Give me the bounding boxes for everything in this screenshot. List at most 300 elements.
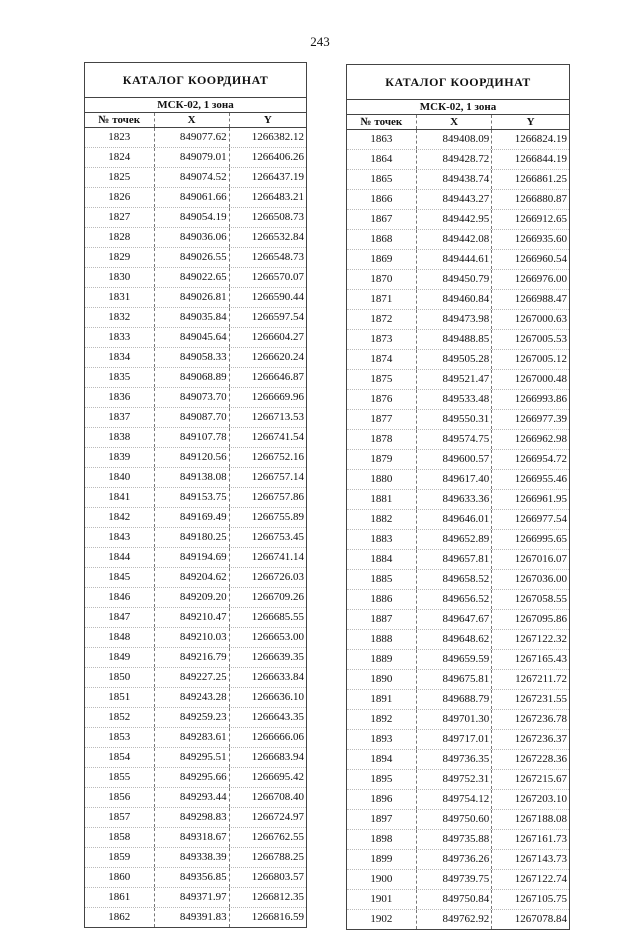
y-coordinate-cell: 1266597.54 [229,308,306,327]
point-number-cell: 1880 [370,473,393,485]
point-number-cell: 1881 [370,493,393,505]
x-coordinate-cell: 849391.83 [154,908,229,927]
point-number-cell: 1825 [108,171,131,183]
y-coordinate-cell: 1266962.98 [491,430,569,449]
y-coordinate-cell: 1266548.73 [229,248,306,267]
y-coordinate-cell: 1266844.19 [491,150,569,169]
x-coordinate-cell: 849243.28 [154,688,229,707]
y-coordinate-cell: 1267165.43 [491,650,569,669]
y-coordinate-cell: 1266724.97 [229,808,306,827]
point-number-cell: 1860 [108,871,131,883]
x-coordinate-cell: 849216.79 [154,648,229,667]
point-number-cell: 1877 [370,413,393,425]
point-number-cell: 1866 [370,193,393,205]
y-coordinate-cell: 1266695.42 [229,768,306,787]
table-row [85,428,306,448]
table-row [347,650,569,670]
point-number-cell: 1837 [108,411,131,423]
y-coordinate-cell: 1266955.46 [491,470,569,489]
point-number-cell: 1898 [370,833,393,845]
y-coordinate-cell: 1266639.35 [229,648,306,667]
y-coordinate-cell: 1267058.55 [491,590,569,609]
point-number-cell: 1870 [370,273,393,285]
table-row [85,568,306,588]
point-number-cell: 1845 [108,571,131,583]
point-number-cell: 1868 [370,233,393,245]
point-number-cell: 1839 [108,451,131,463]
point-number-cell: 1878 [370,433,393,445]
y-coordinate-cell: 1266788.25 [229,848,306,867]
table-row [347,210,569,230]
table-row [85,808,306,828]
x-coordinate-cell: 849750.84 [416,890,491,909]
point-number-cell: 1856 [108,791,131,803]
x-coordinate-cell: 849646.01 [416,510,491,529]
x-coordinate-cell: 849026.81 [154,288,229,307]
x-coordinate-cell: 849045.64 [154,328,229,347]
table-row [85,288,306,308]
table-row [85,368,306,388]
x-coordinate-cell: 849533.48 [416,390,491,409]
point-number-cell: 1838 [108,431,131,443]
table-row [347,550,569,570]
table-row [347,410,569,430]
point-number-cell: 1835 [108,371,131,383]
x-coordinate-cell: 849652.89 [416,530,491,549]
y-coordinate-cell: 1267016.07 [491,550,569,569]
point-number-cell: 1872 [370,313,393,325]
x-coordinate-cell: 849209.20 [154,588,229,607]
y-coordinate-cell: 1267036.00 [491,570,569,589]
point-number-cell: 1834 [108,351,131,363]
table-row [347,630,569,650]
point-number-cell: 1829 [108,251,131,263]
y-coordinate-cell: 1266741.14 [229,548,306,567]
point-number-cell: 1900 [370,873,393,885]
point-number-cell: 1875 [370,373,393,385]
point-number-cell: 1865 [370,173,393,185]
point-number-cell: 1862 [108,911,131,923]
point-number-cell: 1852 [108,711,131,723]
y-coordinate-cell: 1266633.84 [229,668,306,687]
table-row [347,310,569,330]
point-number-cell: 1858 [108,831,131,843]
table-row [347,730,569,750]
table-row [85,468,306,488]
table-body [347,130,569,929]
x-coordinate-cell: 849120.56 [154,448,229,467]
point-number-cell: 1836 [108,391,131,403]
point-number-cell: 1842 [108,511,131,523]
x-coordinate-cell: 849169.49 [154,508,229,527]
x-coordinate-cell: 849442.08 [416,230,491,249]
x-coordinate-cell: 849138.08 [154,468,229,487]
y-coordinate-cell: 1266406.26 [229,148,306,167]
y-coordinate-cell: 1266653.00 [229,628,306,647]
table-row [85,388,306,408]
point-number-cell: 1850 [108,671,131,683]
point-number-cell: 1894 [370,753,393,765]
x-coordinate-cell: 849754.12 [416,790,491,809]
table-row [347,250,569,270]
y-coordinate-cell: 1266960.54 [491,250,569,269]
x-coordinate-cell: 849283.61 [154,728,229,747]
point-number-cell: 1879 [370,453,393,465]
x-coordinate-cell: 849107.78 [154,428,229,447]
y-coordinate-cell: 1266570.07 [229,268,306,287]
point-number-cell: 1885 [370,573,393,585]
y-coordinate-cell: 1267188.08 [491,810,569,829]
table-row [85,768,306,788]
table-row [347,230,569,250]
point-number-cell: 1859 [108,851,131,863]
x-coordinate-cell: 849087.70 [154,408,229,427]
table-row [85,308,306,328]
table-row [347,470,569,490]
point-number-cell: 1876 [370,393,393,405]
y-coordinate-cell: 1267105.75 [491,890,569,909]
x-coordinate-cell: 849658.52 [416,570,491,589]
y-coordinate-cell: 1266880.87 [491,190,569,209]
table-row [347,270,569,290]
point-number-cell: 1857 [108,811,131,823]
point-number-cell: 1827 [108,211,131,223]
y-coordinate-cell: 1266995.65 [491,530,569,549]
y-coordinate-cell: 1266382.12 [229,128,306,147]
x-coordinate-cell: 849442.95 [416,210,491,229]
point-number-cell: 1847 [108,611,131,623]
table-row [347,370,569,390]
point-number-cell: 1828 [108,231,131,243]
point-number-cell: 1893 [370,733,393,745]
point-number-cell: 1884 [370,553,393,565]
x-coordinate-cell: 849450.79 [416,270,491,289]
point-number-cell: 1896 [370,793,393,805]
y-coordinate-cell: 1266726.03 [229,568,306,587]
y-coordinate-cell: 1266961.95 [491,490,569,509]
x-coordinate-cell: 849356.85 [154,868,229,887]
point-number-cell: 1830 [108,271,131,283]
x-coordinate-cell: 849688.79 [416,690,491,709]
x-coordinate-cell: 849762.92 [416,910,491,929]
y-coordinate-cell: 1267203.10 [491,790,569,809]
point-number-cell: 1888 [370,633,393,645]
y-coordinate-cell: 1266646.87 [229,368,306,387]
table-row [347,510,569,530]
point-number-cell: 1864 [370,153,393,165]
y-coordinate-cell: 1266741.54 [229,428,306,447]
table-row [85,548,306,568]
table-row [347,810,569,830]
table-row [85,748,306,768]
y-coordinate-cell: 1266824.19 [491,130,569,149]
x-coordinate-cell: 849521.47 [416,370,491,389]
point-number-cell: 1823 [108,131,131,143]
x-coordinate-cell: 849227.25 [154,668,229,687]
table-row [85,488,306,508]
x-coordinate-cell: 849739.75 [416,870,491,889]
table-row [347,150,569,170]
y-coordinate-cell: 1266709.26 [229,588,306,607]
catalog-zone: МСК-02, 1 зона [347,100,569,115]
point-number-cell: 1861 [108,891,131,903]
y-coordinate-cell: 1267228.36 [491,750,569,769]
y-coordinate-cell: 1267005.53 [491,330,569,349]
x-coordinate-cell: 849259.23 [154,708,229,727]
x-coordinate-cell: 849648.62 [416,630,491,649]
x-coordinate-cell: 849717.01 [416,730,491,749]
table-row [347,710,569,730]
table-row [85,868,306,888]
y-coordinate-cell: 1266708.40 [229,788,306,807]
x-coordinate-cell: 849036.06 [154,228,229,247]
catalog-title: КАТАЛОГ КООРДИНАТ [85,63,306,98]
x-coordinate-cell: 849153.75 [154,488,229,507]
point-number-cell: 1853 [108,731,131,743]
y-coordinate-cell: 1266643.35 [229,708,306,727]
y-coordinate-cell: 1266935.60 [491,230,569,249]
point-number-cell: 1869 [370,253,393,265]
table-row [347,130,569,150]
point-number-cell: 1887 [370,613,393,625]
point-number-cell: 1851 [108,691,131,703]
table-row [347,590,569,610]
x-coordinate-cell: 849550.31 [416,410,491,429]
y-coordinate-cell: 1266757.14 [229,468,306,487]
point-number-cell: 1889 [370,653,393,665]
table-row [347,170,569,190]
x-coordinate-cell: 849026.55 [154,248,229,267]
y-coordinate-cell: 1266977.54 [491,510,569,529]
x-coordinate-cell: 849473.98 [416,310,491,329]
header-y: Y [491,115,569,129]
table-row [85,208,306,228]
x-coordinate-cell: 849058.33 [154,348,229,367]
point-number-cell: 1890 [370,673,393,685]
x-coordinate-cell: 849444.61 [416,250,491,269]
page-number: 243 [310,34,330,49]
y-coordinate-cell: 1266683.94 [229,748,306,767]
point-number-cell: 1863 [370,133,393,145]
x-coordinate-cell: 849077.62 [154,128,229,147]
x-coordinate-cell: 849647.67 [416,610,491,629]
point-number-cell: 1895 [370,773,393,785]
x-coordinate-cell: 849298.83 [154,808,229,827]
table-row [85,268,306,288]
y-coordinate-cell: 1267078.84 [491,910,569,929]
y-coordinate-cell: 1266590.44 [229,288,306,307]
point-number-cell: 1848 [108,631,131,643]
table-row [347,670,569,690]
point-number-cell: 1901 [370,893,393,905]
table-row [85,888,306,908]
y-coordinate-cell: 1266620.24 [229,348,306,367]
table-row [85,328,306,348]
table-row [347,530,569,550]
x-coordinate-cell: 849659.59 [416,650,491,669]
table-row [85,688,306,708]
table-row [85,788,306,808]
y-coordinate-cell: 1266993.86 [491,390,569,409]
y-coordinate-cell: 1267161.73 [491,830,569,849]
x-coordinate-cell: 849633.36 [416,490,491,509]
x-coordinate-cell: 849338.39 [154,848,229,867]
table-row [85,848,306,868]
y-coordinate-cell: 1266803.57 [229,868,306,887]
point-number-cell: 1891 [370,693,393,705]
y-coordinate-cell: 1266912.65 [491,210,569,229]
y-coordinate-cell: 1266812.35 [229,888,306,907]
x-coordinate-cell: 849068.89 [154,368,229,387]
table-row [347,610,569,630]
table-row [347,190,569,210]
table-row [85,128,306,148]
y-coordinate-cell: 1267000.63 [491,310,569,329]
point-number-cell: 1833 [108,331,131,343]
y-coordinate-cell: 1266977.39 [491,410,569,429]
header-point-number: № точек [360,116,403,128]
y-coordinate-cell: 1266954.72 [491,450,569,469]
table-row [85,728,306,748]
header-x: X [154,113,229,127]
table-row [347,750,569,770]
y-coordinate-cell: 1266483.21 [229,188,306,207]
point-number-cell: 1844 [108,551,131,563]
table-row [347,570,569,590]
table-row [85,248,306,268]
y-coordinate-cell: 1266816.59 [229,908,306,927]
table-row [85,448,306,468]
table-row [347,430,569,450]
catalog-zone: МСК-02, 1 зона [85,98,306,113]
y-coordinate-cell: 1267236.78 [491,710,569,729]
x-coordinate-cell: 849600.57 [416,450,491,469]
x-coordinate-cell: 849180.25 [154,528,229,547]
y-coordinate-cell: 1266604.27 [229,328,306,347]
y-coordinate-cell: 1266685.55 [229,608,306,627]
x-coordinate-cell: 849460.84 [416,290,491,309]
x-coordinate-cell: 849074.52 [154,168,229,187]
point-number-cell: 1882 [370,513,393,525]
y-coordinate-cell: 1267122.32 [491,630,569,649]
table-row [85,708,306,728]
table-row [85,348,306,368]
point-number-cell: 1840 [108,471,131,483]
table-header-row [85,113,306,128]
x-coordinate-cell: 849750.60 [416,810,491,829]
x-coordinate-cell: 849204.62 [154,568,229,587]
y-coordinate-cell: 1266976.00 [491,270,569,289]
table-row [347,390,569,410]
x-coordinate-cell: 849079.01 [154,148,229,167]
x-coordinate-cell: 849035.84 [154,308,229,327]
table-row [347,830,569,850]
y-coordinate-cell: 1266669.96 [229,388,306,407]
x-coordinate-cell: 849428.72 [416,150,491,169]
table-row [347,690,569,710]
y-coordinate-cell: 1266753.45 [229,528,306,547]
coordinate-catalog-right [346,64,570,930]
y-coordinate-cell: 1266636.10 [229,688,306,707]
table-row [85,648,306,668]
x-coordinate-cell: 849210.47 [154,608,229,627]
table-row [85,188,306,208]
table-row [347,290,569,310]
x-coordinate-cell: 849022.65 [154,268,229,287]
x-coordinate-cell: 849656.52 [416,590,491,609]
y-coordinate-cell: 1266437.19 [229,168,306,187]
table-row [85,528,306,548]
coordinate-catalog-left [84,62,307,928]
y-coordinate-cell: 1267005.12 [491,350,569,369]
x-coordinate-cell: 849061.66 [154,188,229,207]
y-coordinate-cell: 1267211.72 [491,670,569,689]
x-coordinate-cell: 849735.88 [416,830,491,849]
y-coordinate-cell: 1267143.73 [491,850,569,869]
table-row [347,330,569,350]
point-number-cell: 1874 [370,353,393,365]
x-coordinate-cell: 849701.30 [416,710,491,729]
x-coordinate-cell: 849408.09 [416,130,491,149]
table-row [85,408,306,428]
x-coordinate-cell: 849371.97 [154,888,229,907]
point-number-cell: 1849 [108,651,131,663]
table-row [347,770,569,790]
point-number-cell: 1867 [370,213,393,225]
point-number-cell: 1902 [370,913,393,925]
x-coordinate-cell: 849438.74 [416,170,491,189]
y-coordinate-cell: 1266757.86 [229,488,306,507]
y-coordinate-cell: 1266762.55 [229,828,306,847]
table-row [85,908,306,927]
y-coordinate-cell: 1266755.89 [229,508,306,527]
point-number-cell: 1841 [108,491,131,503]
point-number-cell: 1824 [108,151,131,163]
table-row [347,850,569,870]
point-number-cell: 1846 [108,591,131,603]
point-number-cell: 1832 [108,311,131,323]
y-coordinate-cell: 1266508.73 [229,208,306,227]
header-x: X [416,115,491,129]
y-coordinate-cell: 1267215.67 [491,770,569,789]
table-row [347,870,569,890]
y-coordinate-cell: 1267231.55 [491,690,569,709]
point-number-cell: 1873 [370,333,393,345]
table-row [85,168,306,188]
y-coordinate-cell: 1266666.06 [229,728,306,747]
table-row [85,828,306,848]
x-coordinate-cell: 849295.66 [154,768,229,787]
y-coordinate-cell: 1267095.86 [491,610,569,629]
x-coordinate-cell: 849505.28 [416,350,491,369]
header-y: Y [229,113,306,127]
table-row [347,450,569,470]
table-row [85,628,306,648]
x-coordinate-cell: 849318.67 [154,828,229,847]
x-coordinate-cell: 849736.26 [416,850,491,869]
header-point-number: № точек [98,114,141,126]
x-coordinate-cell: 849657.81 [416,550,491,569]
table-row [85,148,306,168]
point-number-cell: 1886 [370,593,393,605]
y-coordinate-cell: 1266713.53 [229,408,306,427]
point-number-cell: 1899 [370,853,393,865]
table-row [347,790,569,810]
table-row [85,588,306,608]
x-coordinate-cell: 849054.19 [154,208,229,227]
table-row [347,490,569,510]
catalog-title: КАТАЛОГ КООРДИНАТ [347,65,569,100]
